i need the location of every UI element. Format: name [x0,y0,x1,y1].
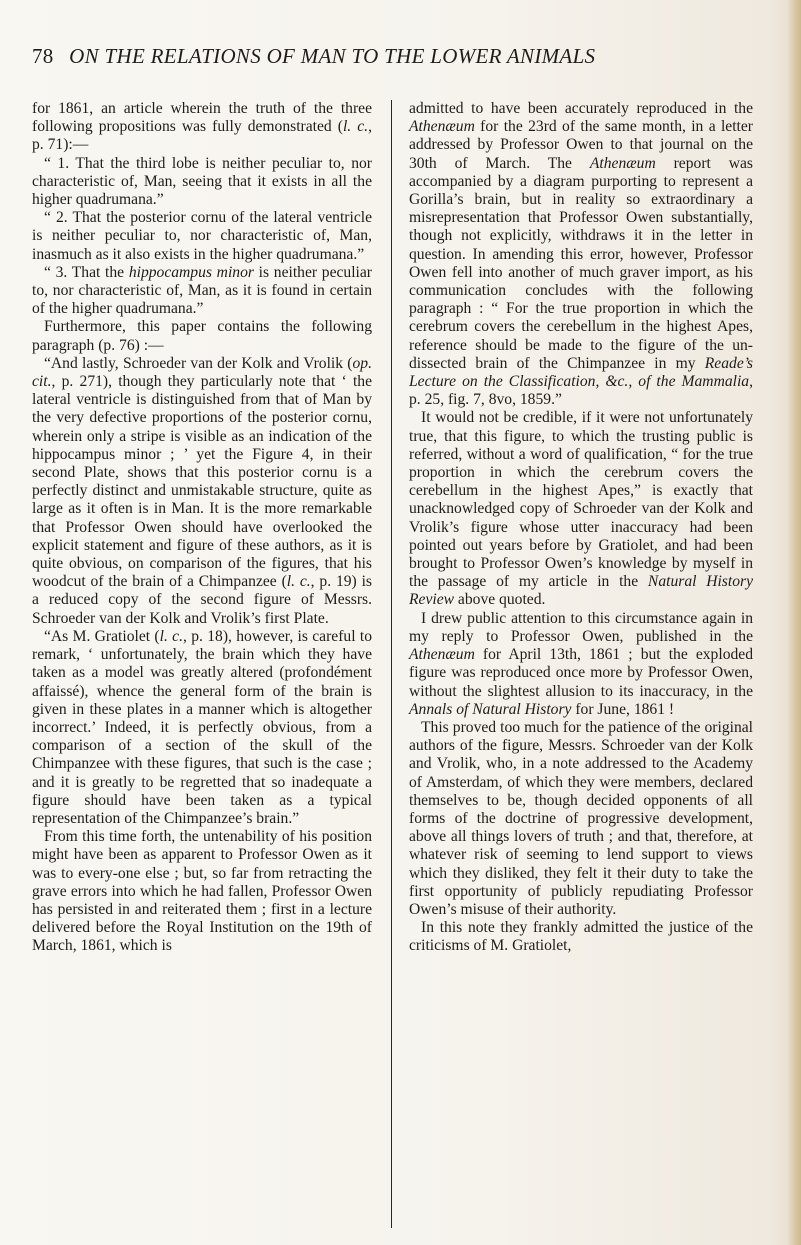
paragraph [32,155,372,210]
text-run: From this time forth, the untenability of his position might have been as apparent to Professor Owen as it was to every-one else ; but, so far from retracting the grave errors into which he had fallen, Professor Owen has persisted in and reiterated them ; first in a lecture delivered before the Royal Institution on the 19th of March, 1861, which is [32,828,372,955]
left-column [32,100,372,956]
italic-text: Athenæum [589,154,656,172]
paragraph [409,719,753,919]
text-run: Furthermore, this paper contains the following paragraph (p. 76) :— [32,318,372,354]
page-spine-shadow [787,0,801,1245]
text-run: for April 13th, 1861 ; but the exploded figure was reproduced once more by Professor Owen, without the slightest allusion to its inaccuracy, in the [409,646,753,700]
italic-text: l. c. [286,573,311,591]
text-run: report was accompanied by a diagram purporting to represent a Gorilla’s brain, but in reality so extraordinary a misrepresentation that Professor Owen substantially, though not explicitly, withdraws it in the letter in question. In amending this error, however, Professor Owen fell into another of much graver import, as his communication concludes with the following paragraph : “ For the true proportion in which the cerebrum covers the cerebellum in the highest Apes, reference should be made to the figure of the un-dissected brain of the Chimpanzee in my [409,154,753,372]
italic-text: l. c. [342,118,369,136]
column-divider [391,100,392,1228]
text-run: “ 3. That the [44,263,129,281]
text-run: “And lastly, Schroeder van der Kolk and Vrolik ( [44,354,353,372]
text-run: admitted to have been accurately reproduced in the [409,100,753,117]
paragraph [409,919,753,955]
paragraph [409,409,753,609]
paragraph [32,355,372,628]
text-run: is neither peculiar to, nor characteristic of, Man, as it is found in certain of the higher quadrumana.” [32,263,372,318]
italic-text: Natural History Review [409,573,753,609]
paragraph [32,828,372,955]
paragraph [409,100,753,409]
text-run: above quoted. [454,591,546,609]
text-run: “As M. Gratiolet ( [44,627,160,645]
italic-text: hippocampus minor [128,263,254,281]
text-run: for June, 1861 ! [571,700,675,718]
text-run: In this note they frankly admitted the justice of the criticisms of M. Gratiolet, [409,919,753,955]
italic-text: op. cit. [32,354,372,391]
paragraph [32,628,372,828]
text-run: This proved too much for the patience of the original authors of the figure, Messrs. Schroeder van der Kolk and Vrolik, who, in a note addressed to the Academy of Amsterdam, of which they were members, declared themselves to be, though decided opponents of all forms of the doctrine of progressive development, above all things lovers of truth ; and that, therefore, at whatever risk of seeming to lend support to views which they disliked, they felt it their duty to take the first opportunity of publicly repudiating Professor Owen’s misuse of their authority. [409,718,753,918]
paragraph [32,100,372,155]
text-run: It would not be credible, if it were not unfortunately true, that this figure, to which the trusting public is referred, without a word of qualification, “ for the true proportion in which the cerebrum covers the cerebellum in the highest Apes,” is exactly that unacknowledged copy of Schroeder van der Kolk and Vrolik’s figure whose utter inaccuracy had been pointed out years before by Gratiolet, and had been brought to Professor Owen’s knowledge by myself in the passage of my article in the [409,409,753,591]
text-run: , p. 71):— [32,118,372,154]
text-run: for the 23rd of the same month, in a letter addressed by Professor Owen to that journal on the 30th of March. The [409,118,753,172]
text-run: , p. 271), though they particularly note that ‘ the lateral ventricle is distinguished from that of Man by the very defective proportions of the posterior cornu, wherein only a stripe is visible as an indication of the hippocampus minor ; ’ yet the Figure 4, in their second Plate, shows that this posterior cornu is a perfectly distinct and unmistakable structure, quite as large as it often is in Man. It is the more remarkable that Professor Owen should have overlooked the explicit statement and figure of these authors, as it is quite obvious, on comparison of the figures, that his woodcut of the brain of a Chimpanzee ( [32,373,372,591]
text-run: “ 2. That the posterior cornu of the lateral ventricle is neither peculiar to, nor characteristic of, Man, inasmuch as it also exists in the higher quadrumana.” [32,209,372,263]
italic-text: Reade’s Lecture on the Classification, &c., of the Mammalia [409,354,753,391]
running-header [32,44,772,69]
paragraph [32,318,372,354]
text-run: , p. 19) is a reduced copy of the second figure of Messrs. Schroeder van der Kolk and Vrolik’s first Plate. [32,573,372,627]
page-number: 78 [32,44,54,68]
italic-text: Athenæum [409,118,475,136]
running-title: ON THE RELATIONS OF MAN TO THE LOWER ANIMALS [69,44,596,68]
text-run: , p. 25, fig. 7, 8vo, 1859.” [409,373,753,409]
text-run: for 1861, an article wherein the truth of the three following propositions was fully demonstrated ( [32,100,372,136]
right-column [409,100,753,956]
text-run: I drew public attention to this circumstance again in my reply to Professor Owen, published in the [409,609,753,645]
text-run: , p. 18), however, is careful to remark, ‘ unfortunately, the brain which they have taken as a model was greatly altered (profondément affaissé), whence the general form of the brain is given in these plates in a manner which is altogether incorrect.’ Indeed, it is perfectly obvious, from a comparison of a section of the skull of the Chimpanzee with these figures, that such is the case ; and it is greatly to be regretted that so inadequate a figure should have been taken as a typical representation of the Chimpanzee’s brain.” [32,627,372,827]
italic-text: Athenæum [409,646,475,664]
paragraph [32,264,372,319]
italic-text: l. c. [159,627,183,645]
paragraph [409,610,753,719]
text-run: “ 1. That the third lobe is neither peculiar to, nor characteristic of, Man, seeing that it exists in all the higher quadrumana.” [32,154,372,209]
paragraph [32,209,372,264]
italic-text: Annals of Natural History [409,700,572,718]
